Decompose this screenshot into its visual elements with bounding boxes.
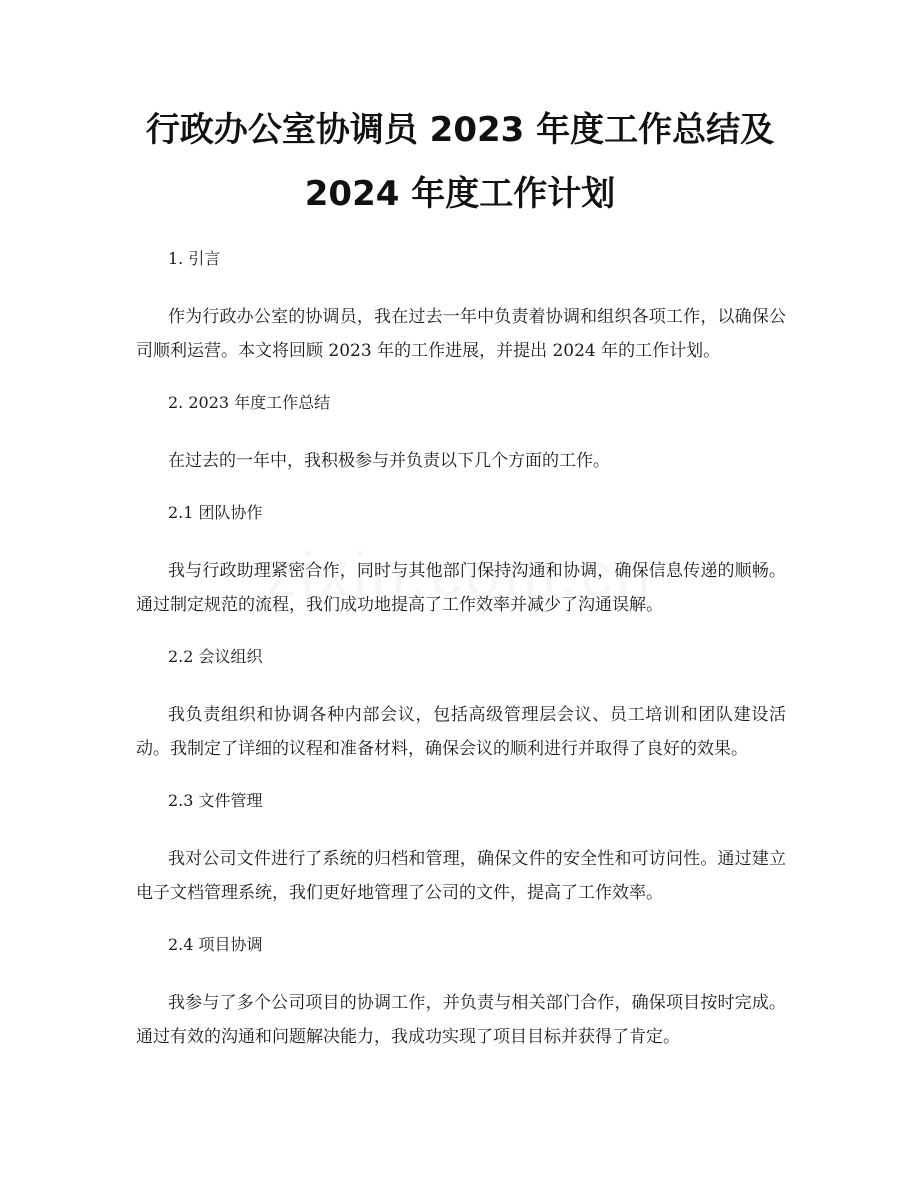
section-heading-2023-summary: 2. 2023 年度工作总结 [168,393,331,412]
section-heading-intro: 1. 引言 [168,249,221,268]
section-paragraph-intro: 作为行政办公室的协调员，我在过去一年中负责着协调和组织各项工作，以确保公司顺利运营。本文将回顾 2023 年的工作进展，并提出 2024 年的工作计划。 [136,307,786,361]
section-paragraph-meetings: 我负责组织和协调各种内部会议，包括高级管理层会议、员工培训和团队建设活动。我制定了详细的议程和准备材料，确保会议的顺利进行并取得了良好的效果。 [136,705,786,759]
document-title-line-2: 2024 年度工作计划 [304,174,616,214]
document-title-line-1: 行政办公室协调员 2023 年度工作总结及 [145,110,775,150]
section-paragraph-files: 我对公司文件进行了系统的归档和管理，确保文件的安全性和可访问性。通过建立电子文档管理系统，我们更好地管理了公司的文件，提高了工作效率。 [136,849,786,903]
section-paragraph-projects: 我参与了多个公司项目的协调工作，并负责与相关部门合作，确保项目按时完成。通过有效的沟通和问题解决能力，我成功实现了项目目标并获得了肯定。 [136,993,786,1047]
section-paragraph-team: 我与行政助理紧密合作，同时与其他部门保持沟通和协调，确保信息传递的顺畅。通过制定规范的流程，我们成功地提高了工作效率并减少了沟通误解。 [136,561,786,615]
section-paragraph-2023-summary: 在过去的一年中，我积极参与并负责以下几个方面的工作。 [168,451,610,471]
document-body [136,248,786,1054]
section-heading-files: 2.3 文件管理 [168,791,263,810]
section-heading-projects: 2.4 项目协调 [168,935,263,954]
section-heading-team: 2.1 团队协作 [168,503,263,522]
section-heading-meetings: 2.2 会议组织 [168,647,263,666]
